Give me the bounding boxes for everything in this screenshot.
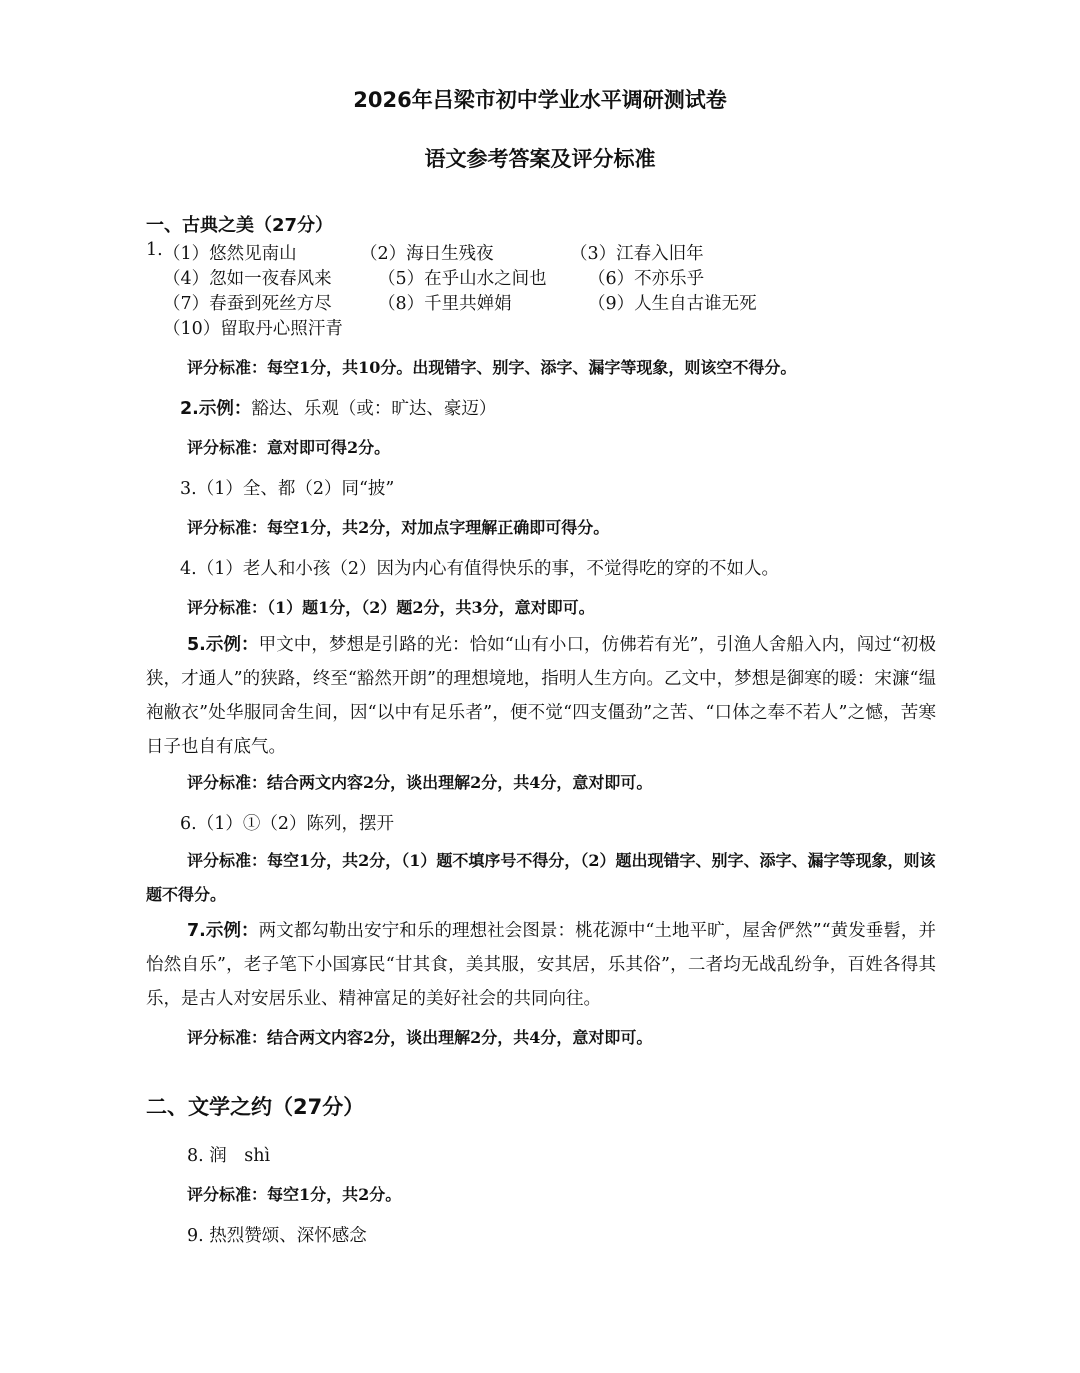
scoring-criteria: 评分标准：（1）题1分，（2）题2分，共3分，意对即可。 <box>187 598 595 617</box>
scoring-criteria: 评分标准：结合两文内容2分，谈出理解2分，共4分，意对即可。 <box>187 773 653 792</box>
scoring-criteria: 评分标准：每空1分，共2分，对加点字理解正确即可得分。 <box>187 518 610 537</box>
answer-item: （6）不亦乐乎 <box>588 269 705 289</box>
question-answer <box>180 395 496 420</box>
answer-text: 两文都勾勒出安宁和乐的理想社会图景：桃花源中“土地平旷，屋舍俨然”“黄发垂髫，并怡然自乐”，老子笔下小国寡民“甘其食，美其服，安其居，乐其俗”，二者均无战乱纷争，百姓各得其乐，是古人对安居乐业、精神富足的美好社会的共同向往。 <box>146 921 937 1009</box>
answer-text: 甲文中，梦想是引路的光：恰如“山有小口，仿佛若有光”，引渔人舍船入内，闯过“初极狭，才通人”的狭路，终至“豁然开朗”的理想境地，指明人生方向。乙文中，梦想是御寒的暖：宋濂“缊袍敝衣”处华服同舍生间，因“以中有足乐者”，便不觉“四支僵劲”之苦、“口体之奉不若人”之憾，苦寒日子也自有底气。 <box>146 635 936 757</box>
answer-item: （8）千里共婵娟 <box>378 294 512 314</box>
answer-item: （7）春蚕到死丝方尽 <box>163 294 332 314</box>
answer-item: （4）忽如一夜春风来 <box>163 269 332 289</box>
scoring-criteria: 评分标准：每空1分，共2分，（1）题不填序号不得分，（2）题出现错字、别字、添字、漏字等现象，则该题不得分。 <box>146 851 936 904</box>
example-label: 2.示例： <box>180 399 252 419</box>
scoring-criteria: 评分标准：结合两文内容2分，谈出理解2分，共4分，意对即可。 <box>187 1028 653 1047</box>
question-answer-paragraph <box>146 628 936 764</box>
scoring-criteria: 评分标准：每空1分，共10分。出现错字、别字、添字、漏字等现象，则该空不得分。 <box>187 358 797 377</box>
section-heading-classical: 一、古典之美（27分） <box>146 215 334 236</box>
answer-item: （10）留取丹心照汗青 <box>163 319 343 339</box>
question-answer: 8. 润 shì <box>187 1146 271 1166</box>
scoring-criteria: 评分标准：每空1分，共2分。 <box>187 1185 402 1204</box>
answer-item: （3）江春入旧年 <box>570 244 704 264</box>
question-answer: 9. 热烈赞颂、深怀感念 <box>187 1226 367 1246</box>
question-answer: 6.（1）①（2）陈列，摆开 <box>180 814 394 834</box>
example-label: 7.示例： <box>187 921 259 941</box>
question-answer: 4.（1）老人和小孩（2）因为内心有值得快乐的事，不觉得吃的穿的不如人。 <box>180 559 779 579</box>
section-heading-literature: 二、文学之约（27分） <box>146 1095 365 1119</box>
question-number: 1. <box>146 240 163 260</box>
document-title: 2026年吕梁市初中学业水平调研测试卷 <box>353 88 727 112</box>
question-answer: 3.（1）全、都（2）同“披” <box>180 479 395 499</box>
scoring-criteria: 评分标准：意对即可得2分。 <box>187 438 391 457</box>
example-label: 5.示例： <box>187 635 259 655</box>
answer-item: （5）在乎山水之间也 <box>378 269 547 289</box>
question-answer-paragraph <box>146 914 936 1016</box>
answer-item: （1）悠然见南山 <box>163 244 297 264</box>
answer-text: 豁达、乐观（或：旷达、豪迈） <box>251 399 497 419</box>
answer-item: （2）海日生残夜 <box>360 244 494 264</box>
answer-item: （9）人生自古谁无死 <box>588 294 757 314</box>
document-subtitle: 语文参考答案及评分标准 <box>424 147 656 171</box>
